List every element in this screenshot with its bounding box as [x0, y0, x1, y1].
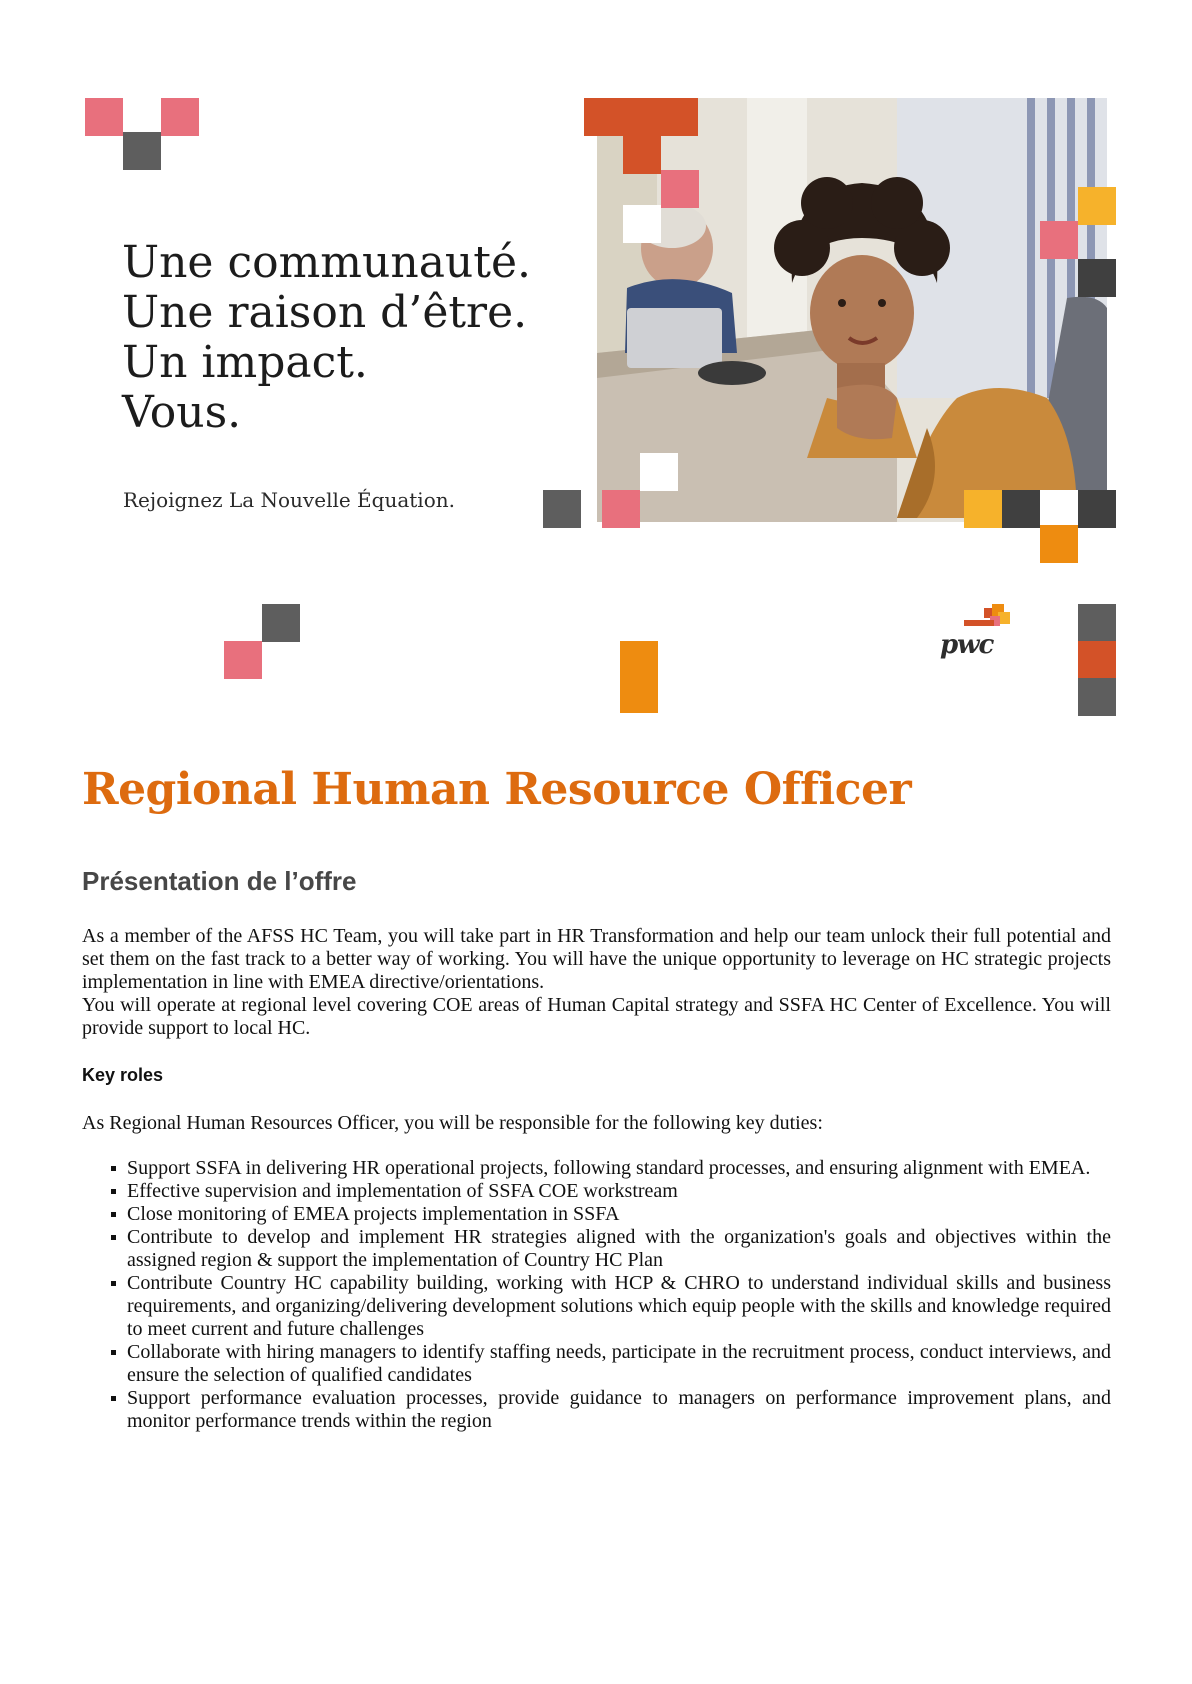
- intro-text: [82, 925, 1111, 1040]
- deco-square: [1040, 221, 1078, 259]
- key-roles-lead: As Regional Human Resources Officer, you will be responsible for the following key duties:: [82, 1112, 823, 1134]
- deco-square: [262, 604, 300, 642]
- page-title: Regional Human Resource Officer: [82, 764, 912, 815]
- section-heading: Présentation de l’offre: [82, 866, 357, 896]
- deco-square: [964, 490, 1002, 528]
- deco-square: [1078, 641, 1116, 679]
- deco-square: [1078, 187, 1116, 225]
- deco-square: [602, 490, 640, 528]
- list-item: Contribute Country HC capability building, working with HCP & CHRO to understand individual skills and business requirements, and organizing/delivering development solutions which equip people with the skills and knowledge required to meet current and future challenges: [82, 1272, 1111, 1341]
- pwc-logo-mark: [940, 602, 1020, 632]
- pwc-logo-text: pwc: [940, 630, 994, 660]
- list-item: Close monitoring of EMEA projects implementation in SSFA: [82, 1203, 1111, 1226]
- banner-tagline: [122, 238, 531, 438]
- deco-square: [1040, 490, 1078, 528]
- deco-square: [85, 98, 123, 136]
- deco-square: [161, 98, 199, 136]
- tagline-line: Une raison d’être.: [122, 287, 528, 338]
- deco-square: [1040, 525, 1078, 563]
- pwc-logo: [940, 602, 1020, 660]
- deco-square: [623, 205, 661, 243]
- deco-square: [620, 641, 658, 713]
- tagline-line: Vous.: [122, 387, 242, 438]
- deco-square: [1002, 490, 1040, 528]
- deco-square: [1078, 259, 1116, 297]
- list-item: Support SSFA in delivering HR operational projects, following standard processes, and ensuring alignment with EMEA.: [82, 1157, 1111, 1180]
- deco-square: [224, 641, 262, 679]
- list-item: Collaborate with hiring managers to identify staffing needs, participate in the recruitment process, conduct interviews, and ensure the selection of qualified candidates: [82, 1341, 1111, 1387]
- deco-square: [584, 98, 698, 136]
- duties-list: [82, 1157, 1111, 1433]
- deco-square: [661, 170, 699, 208]
- deco-square: [1078, 678, 1116, 716]
- deco-square: [1078, 604, 1116, 642]
- banner-sub-tagline: Rejoignez La Nouvelle Équation.: [123, 488, 455, 512]
- intro-paragraph: As a member of the AFSS HC Team, you will take part in HR Transformation and help our team unlock their full potential and set them on the fast track to a better way of working. You will have the unique opportunity to leverage on HC strategic projects implementation in line with EMEA directive/orientations.: [82, 925, 1111, 993]
- list-item: Effective supervision and implementation of SSFA COE workstream: [82, 1180, 1111, 1203]
- deco-square: [640, 453, 678, 491]
- deco-square: [123, 132, 161, 170]
- tagline-line: Une communauté.: [122, 237, 531, 288]
- deco-square: [623, 136, 661, 174]
- deco-square: [1078, 490, 1116, 528]
- key-roles-heading: Key roles: [82, 1065, 164, 1085]
- list-item: Contribute to develop and implement HR strategies aligned with the organization's goals and objectives within the assigned region & support the implementation of Country HC Plan: [82, 1226, 1111, 1272]
- list-item: Support performance evaluation processes, provide guidance to managers on performance improvement plans, and monitor performance trends within the region: [82, 1387, 1111, 1433]
- tagline-line: Un impact.: [122, 337, 368, 388]
- intro-paragraph: You will operate at regional level covering COE areas of Human Capital strategy and SSFA HC Center of Excellence. You will provide support to local HC.: [82, 994, 1111, 1039]
- deco-square: [543, 490, 581, 528]
